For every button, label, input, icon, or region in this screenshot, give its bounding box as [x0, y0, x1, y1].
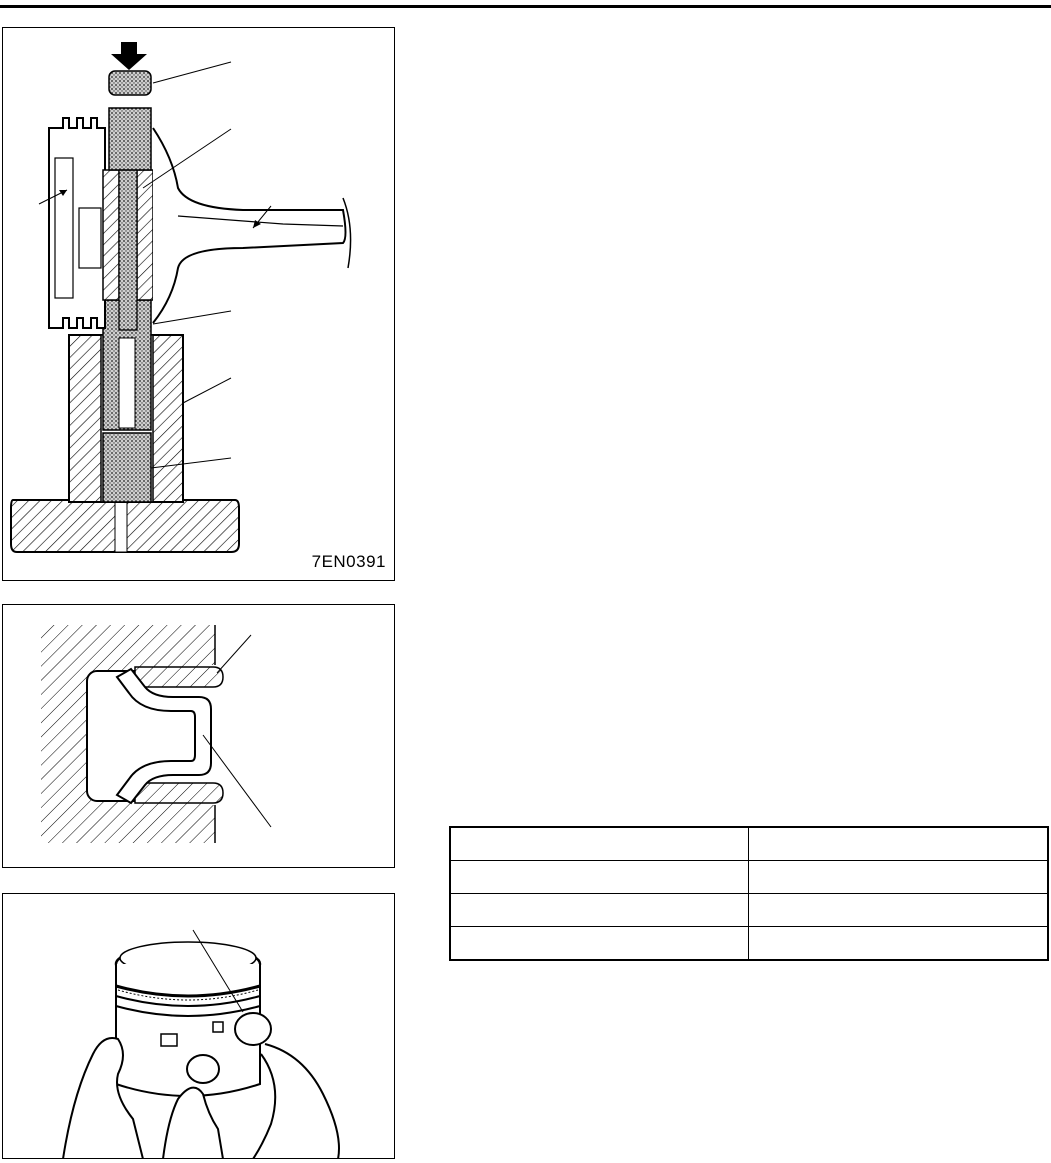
table-cell [450, 861, 749, 894]
piston-ring-installation-illustration [3, 894, 395, 1159]
table-row [450, 927, 1048, 961]
header-rule [0, 5, 1051, 8]
table-row [450, 894, 1048, 927]
table-cell [450, 894, 749, 927]
table-row [450, 861, 1048, 894]
oil-ring-expander-illustration [3, 605, 395, 868]
table-cell [749, 827, 1049, 861]
figure-code: 7EN0391 [311, 552, 386, 571]
table-cell [749, 894, 1049, 927]
piston-pin-press-tool-illustration [3, 28, 395, 581]
table-cell [450, 927, 749, 961]
table-row [450, 827, 1048, 861]
table-cell [749, 861, 1049, 894]
table-cell [450, 827, 749, 861]
figure-oil-ring-expander [2, 604, 395, 868]
table-cell [749, 927, 1049, 961]
spec-table [449, 826, 1049, 961]
figure-piston-pin-press [2, 27, 395, 581]
figure-piston-ring-installation [2, 893, 395, 1159]
